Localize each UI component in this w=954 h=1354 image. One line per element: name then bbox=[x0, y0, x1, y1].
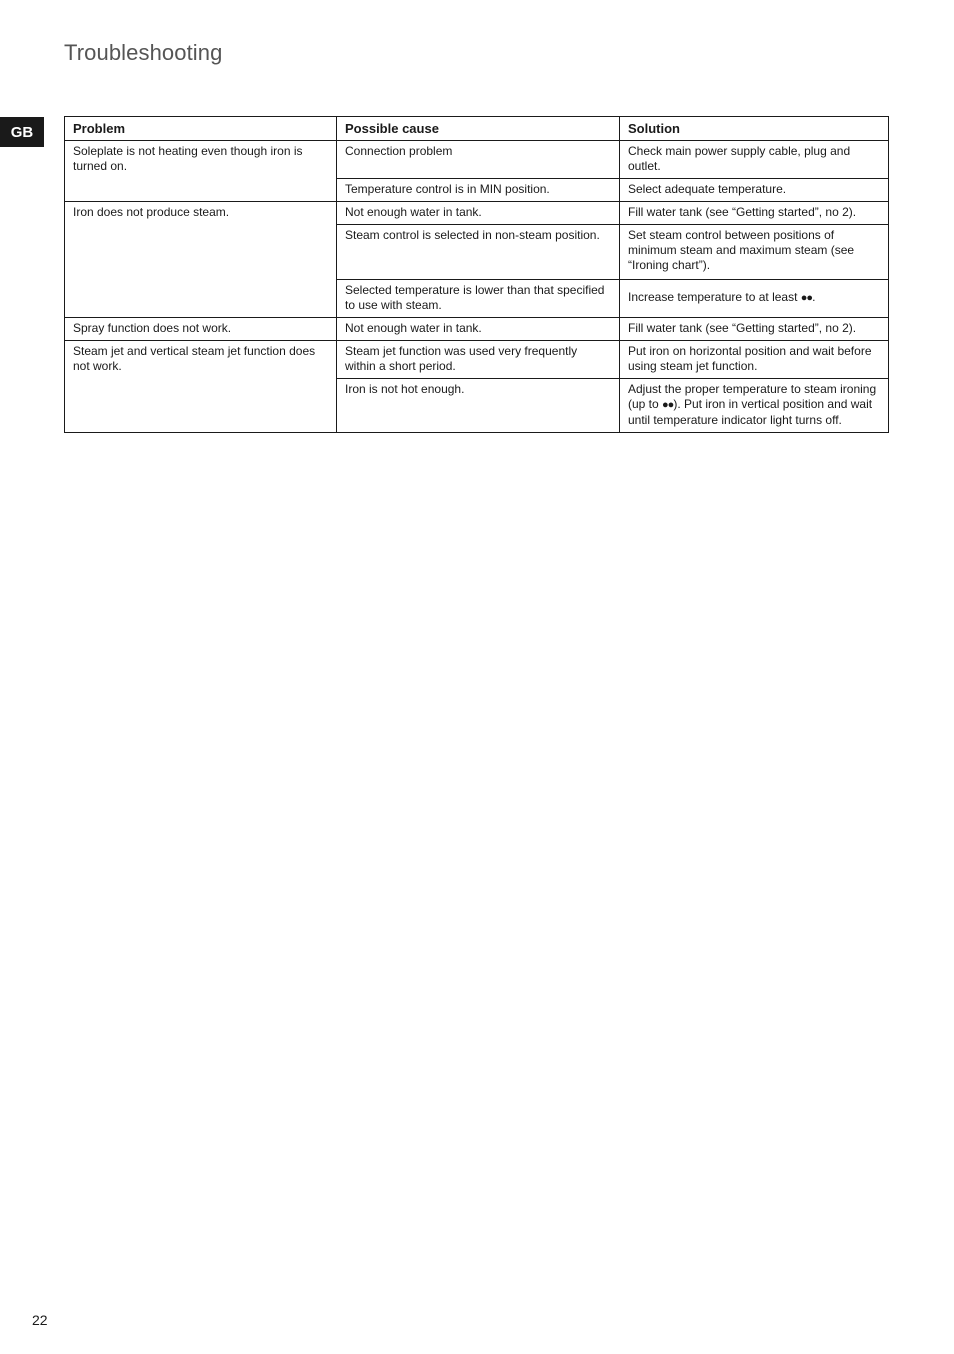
problem-cell: Spray function does not work. bbox=[65, 318, 337, 341]
cause-cell: Temperature control is in MIN position. bbox=[337, 179, 620, 202]
solution-cell bbox=[620, 379, 889, 433]
solution-cell: Set steam control between positions of minimum steam and maximum steam (see “Ironing chart”). bbox=[620, 225, 889, 280]
cause-cell: Steam control is selected in non-steam position. bbox=[337, 225, 620, 280]
problem-cell: Soleplate is not heating even though iron is turned on. bbox=[65, 141, 337, 202]
solution-cell bbox=[620, 280, 889, 318]
solution-cell: Fill water tank (see “Getting started”, no 2). bbox=[620, 202, 889, 225]
header-problem: Problem bbox=[65, 117, 337, 141]
page-title: Troubleshooting bbox=[64, 40, 223, 65]
cause-cell: Not enough water in tank. bbox=[337, 202, 620, 225]
header-possible-cause: Possible cause bbox=[337, 117, 620, 141]
table-row bbox=[65, 318, 889, 341]
solution-text: Adjust the proper temperature to steam ironing (up to bbox=[628, 382, 877, 411]
table-row bbox=[65, 141, 889, 179]
problem-cell: Iron does not produce steam. bbox=[65, 202, 337, 318]
table-row bbox=[65, 202, 889, 225]
language-tab: GB bbox=[0, 117, 44, 147]
header-solution: Solution bbox=[620, 117, 889, 141]
cause-cell: Connection problem bbox=[337, 141, 620, 179]
solution-text: . bbox=[812, 290, 816, 304]
problem-cell: Steam jet and vertical steam jet function does not work. bbox=[65, 341, 337, 433]
table-header-row bbox=[65, 117, 889, 141]
solution-text: Increase temperature to at least bbox=[628, 290, 801, 304]
troubleshooting-table bbox=[64, 116, 889, 433]
page-number: 22 bbox=[32, 1312, 48, 1328]
temperature-dots-icon: ●● bbox=[800, 292, 813, 304]
cause-cell: Not enough water in tank. bbox=[337, 318, 620, 341]
cause-cell: Steam jet function was used very frequently within a short period. bbox=[337, 341, 620, 379]
temperature-dots-icon: ●● bbox=[662, 399, 674, 411]
cause-cell: Selected temperature is lower than that specified to use with steam. bbox=[337, 280, 620, 318]
solution-cell: Select adequate temperature. bbox=[620, 179, 889, 202]
table-row bbox=[65, 341, 889, 379]
solution-cell: Fill water tank (see “Getting started”, no 2). bbox=[620, 318, 889, 341]
solution-text: ). Put iron in vertical position and wait until temperature indicator light turns off. bbox=[628, 397, 873, 427]
solution-cell: Check main power supply cable, plug and outlet. bbox=[620, 141, 889, 179]
solution-cell: Put iron on horizontal position and wait before using steam jet function. bbox=[620, 341, 889, 379]
cause-cell: Iron is not hot enough. bbox=[337, 379, 620, 433]
